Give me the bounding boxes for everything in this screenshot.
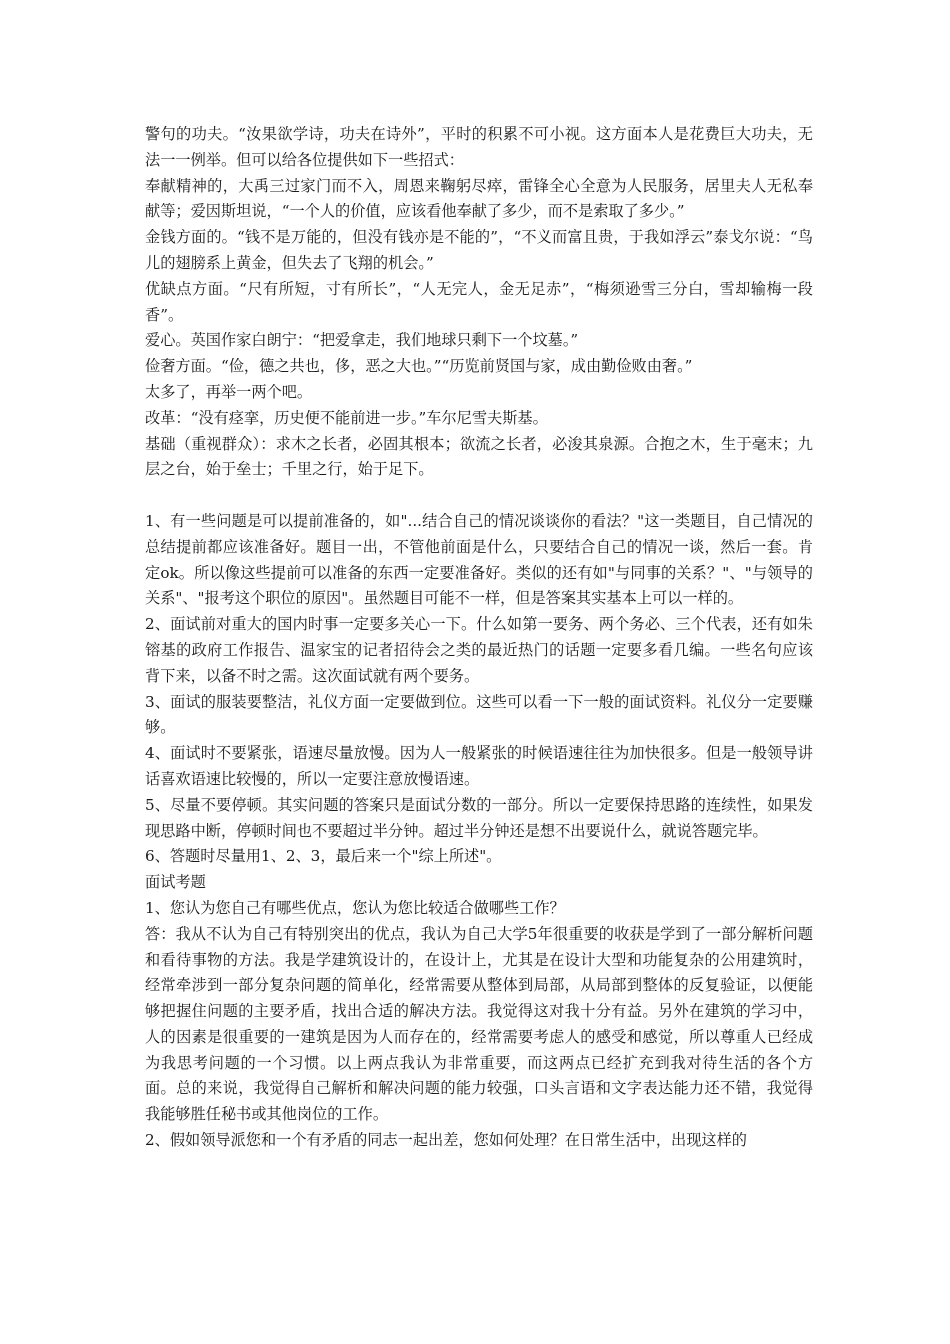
tip-item: 6、答题时尽量用1、2、3，最后来一个"综上所述"。 [145, 847, 502, 866]
paragraph: 警句的功夫。“汝果欲学诗，功夫在诗外”，平时的积累不可小视。这方面本人是花费巨大功夫，无法一一例举。但可以给各位提供如下一些招式： [145, 125, 813, 169]
blank-line [145, 483, 813, 509]
paragraph: 金钱方面的。“钱不是万能的，但没有钱亦是不能的”，“不义而富且贵，于我如浮云”泰戈尔说：“鸟儿的翅膀系上黄金，但失去了飞翔的机会。” [145, 228, 813, 272]
document-page [145, 122, 813, 1154]
tips-section [145, 509, 813, 870]
question-item: 2、假如领导派您和一个有矛盾的同志一起出差，您如何处理？在日常生活中，出现这样的 [145, 1131, 747, 1150]
paragraph: 基础（重视群众）：求木之长者，必固其根本；欲流之长者，必浚其泉源。合抱之木，生于毫末；九层之台，始于垒士；千里之行，始于足下。 [145, 434, 813, 479]
intro-section [145, 122, 813, 483]
paragraph: 奉献精神的，大禹三过家门而不入，周恩来鞠躬尽瘁，雷锋全心全意为人民服务，居里夫人无私奉献等；爱因斯坦说，“一个人的价值，应该看他奉献了多少，而不是索取了多少。” [145, 176, 813, 221]
paragraph: 爱心。英国作家白朗宁：“把爱拿走，我们地球只剩下一个坟墓。” [145, 331, 579, 350]
paragraph: 太多了，再举一两个吧。 [145, 382, 313, 401]
tip-item: 3、面试的服装要整洁，礼仪方面一定要做到位。这些可以看一下一般的面试资料。礼仪分一定要赚够。 [145, 692, 813, 737]
paragraph: 改革：“没有痉挛，历史便不能前进一步。”车尔尼雪夫斯基。 [145, 408, 548, 427]
answer-paragraph: 答：我从不认为自己有特别突出的优点，我认为自己大学5年很重要的收获是学到了一部分解析问题和看待事物的方法。我是学建筑设计的，在设计上，尤其是在设计大型和功能复杂的公用建筑时，经常牵涉到一部分复杂问题的简单化，经常需要从整体到局部，从局部到整体的反复验证，以便能够把握住问题的主要矛盾，找出合适的解决方法。我觉得这对我十分有益。另外在建筑的学习中，人的因素是很重要的一建筑是因为人而存在的，经常需要考虑人的感受和感觉，所以尊重人已经成为我思考问题的一个习惯。以上两点我认为非常重要，而这两点已经扩充到我对待生活的各个方面。总的来说，我觉得自己解析和解决问题的能力较强，口头言语和文字表达能力还不错，我觉得我能够胜任秘书或其他岗位的工作。 [145, 924, 813, 1124]
tip-item: 5、尽量不要停顿。其实问题的答案只是面试分数的一部分。所以一定要保持思路的连续性，如果发现思路中断，停顿时间也不要超过半分钟。超过半分钟还是想不出要说什么，就说答题完毕。 [145, 795, 813, 840]
tip-item: 1、有一些问题是可以提前准备的，如"...结合自己的情况谈谈你的看法？"这一类题目，自己情况的总结提前都应该准备好。题目一出，不管他前面是什么，只要结合自己的情况一谈，然后一套。肯定ok。所以像这些提前可以准备的东西一定要准备好。类似的还有如"与同事的关系？"、"与领导的关系"、"报考这个职位的原因"。虽然题目可能不一样，但是答案其实基本上可以一样的。 [145, 511, 813, 608]
question-item: 1、您认为您自己有哪些优点，您认为您比较适合做哪些工作？ [145, 898, 565, 917]
section-title: 面试考题 [145, 873, 206, 892]
tip-item: 2、面试前对重大的国内时事一定要多关心一下。什么如第一要务、两个务必、三个代表，还有如朱镕基的政府工作报告、温家宝的记者招待会之类的最近热门的话题一定要多看几编。一些名句应该背下来，以备不时之需。这次面试就有两个要务。 [145, 615, 813, 685]
tip-item: 4、面试时不要紧张，语速尽量放慢。因为人一般紧张的时候语速往往为加快很多。但是一般领导讲话喜欢语速比较慢的，所以一定要注意放慢语速。 [145, 744, 813, 788]
paragraph: 优缺点方面。“尺有所短，寸有所长”，“人无完人，金无足赤”，“梅须逊雪三分白，雪却输梅一段香”。 [145, 279, 813, 324]
paragraph: 俭奢方面。“俭，德之共也，侈，恶之大也。”“历览前贤国与家，成由勤俭败由奢。” [145, 357, 693, 376]
questions-section [145, 896, 813, 1154]
